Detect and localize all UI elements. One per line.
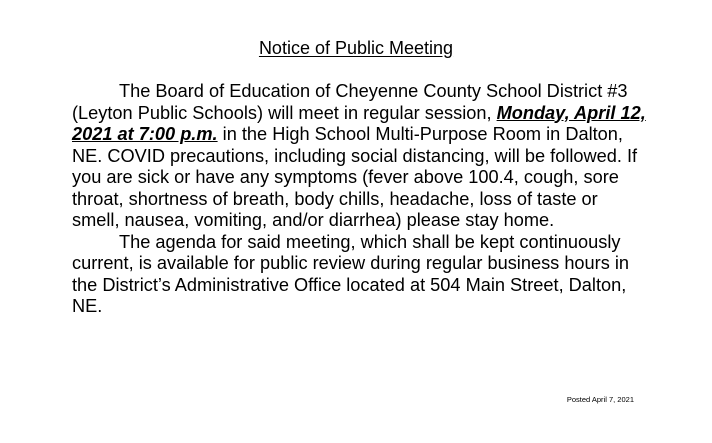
- notice-body: [72, 81, 647, 318]
- meeting-intro-text: The Board of Education of Cheyenne County School District #3 (Leyton Public Schools) will meet in regular session,: [72, 81, 628, 123]
- notice-title: Notice of Public Meeting: [258, 38, 454, 58]
- posted-date: Posted April 7, 2021: [566, 395, 634, 404]
- meeting-date-time: Monday, April 12, 2021 at 7:00 p.m.: [72, 102, 646, 144]
- agenda-paragraph: The agenda for said meeting, which shall be kept continuously current, is available for public review during regular business hours in the District’s Administrative Office located at 504 Main Street, Dalton, NE.: [72, 231, 630, 316]
- meeting-location-text: in the High School Multi-Purpose Room in Dalton, NE. COVID precautions, including social distancing, will be followed. If you are sick or have any symptoms (fever above 100.4, cough, sore throat, shortness of breath, body chills, headache, loss of taste or smell, nausea, vomiting, and/or diarrhea) please stay home.: [72, 124, 638, 230]
- meeting-details-paragraph: [72, 81, 647, 232]
